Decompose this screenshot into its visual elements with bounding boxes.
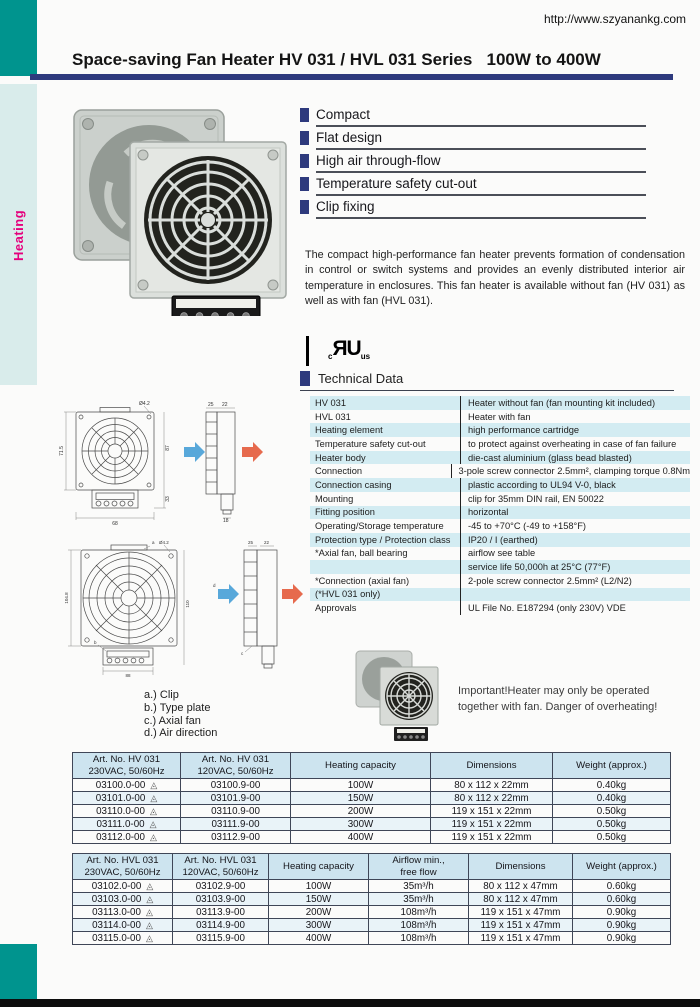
vde-triangle-icon: ◬ [145, 906, 153, 917]
column-header: Airflow min., free flow [369, 854, 469, 880]
technical-data-row [310, 478, 690, 492]
dim-label: 68 [112, 521, 118, 527]
bottom-left-accent-block [0, 944, 37, 1000]
dim-label: 22 [264, 540, 270, 545]
column-header: Heating capacity [291, 753, 431, 779]
vde-triangle-icon: ◬ [149, 818, 157, 829]
diagram-caption: d.) Air direction [144, 727, 218, 740]
tech-property-label: *Connection (axial fan) [315, 575, 410, 586]
hv031-table [72, 752, 671, 844]
feature-item [300, 199, 646, 219]
table-cell: 03113.9-00 [173, 906, 269, 919]
table-cell: 0.50kg [553, 831, 671, 844]
table-cell: 119 x 151 x 22mm [431, 805, 553, 818]
tech-property-value: IP20 / I (earthed) [460, 533, 690, 547]
tech-property-label: Connection [315, 466, 363, 477]
table-row [73, 792, 671, 805]
table-cell: 35m³/h [369, 880, 469, 893]
table-cell: 03111.9-00 [181, 818, 291, 831]
feature-item [300, 107, 646, 127]
feature-bullet-icon [300, 154, 309, 168]
tech-property-label: Temperature safety cut-out [315, 438, 426, 449]
table-cell: 80 x 112 x 22mm [431, 792, 553, 805]
table-cell: 100W [291, 779, 431, 792]
technical-data-row [310, 574, 690, 588]
table-cell: 200W [291, 805, 431, 818]
feature-label: Compact [316, 107, 646, 127]
vde-triangle-icon: ◬ [145, 932, 153, 943]
tech-property-value: clip for 35mm DIN rail, EN 50022 [460, 492, 690, 506]
dim-label: 33 [165, 496, 171, 502]
header-row [73, 854, 671, 880]
dim-label: 18 [223, 518, 229, 524]
table-cell: 0.60kg [573, 893, 671, 906]
table-cell: 119 x 151 x 22mm [431, 831, 553, 844]
dim-label: Ø4.2 [159, 540, 169, 545]
tech-property-value: service life 50,000h at 25°C (77°F) [460, 560, 690, 574]
feature-bullet-icon [300, 177, 309, 191]
table-cell: 119 x 151 x 22mm [431, 818, 553, 831]
product-photo [66, 104, 301, 316]
table-cell: 119 x 151 x 47mm [469, 919, 573, 932]
table-cell: 03101.9-00 [181, 792, 291, 805]
table-cell: 03100.9-00 [181, 779, 291, 792]
dim-label: 104.8 [64, 592, 69, 604]
marker-c: c [241, 651, 244, 656]
top-left-accent-block [0, 0, 37, 76]
tech-property-value: plastic according to UL94 V-0, black [460, 478, 690, 492]
divider-bar [306, 336, 309, 366]
tech-property-value: 2-pole screw connector 2.5mm² (L2/N2) [460, 574, 690, 588]
table-cell: 150W [291, 792, 431, 805]
table-cell: 400W [269, 932, 369, 945]
ul-mark-us: us [360, 352, 371, 361]
website-url[interactable]: http://www.szyanankg.com [543, 12, 686, 26]
technical-data-row [310, 547, 690, 561]
table-cell: 0.40kg [553, 792, 671, 805]
table-cell: 0.50kg [553, 805, 671, 818]
air-out-arrow-icon [282, 584, 303, 604]
sidebar-category-label: Heating [11, 209, 26, 261]
technical-data-row [310, 560, 690, 574]
feature-label: Clip fixing [316, 199, 646, 219]
tech-property-label: HV 031 [315, 397, 347, 408]
column-header: Art. No. HVL 031 120VAC, 50/60Hz [173, 854, 269, 880]
air-in-arrow-icon [184, 442, 205, 462]
table-cell: 108m³/h [369, 919, 469, 932]
vde-triangle-icon: ◬ [146, 880, 154, 891]
diagram-captions [144, 689, 217, 740]
table-cell: 03102.9-00 [173, 880, 269, 893]
dim-label: Ø4.2 [139, 401, 150, 407]
technical-data-row [310, 423, 690, 437]
marker-d: d [213, 583, 216, 588]
feature-bullet-icon [300, 200, 309, 214]
table-row [73, 893, 671, 906]
table-cell: 400W [291, 831, 431, 844]
diagram-caption: c.) Axial fan [144, 714, 201, 727]
header-row [73, 753, 671, 779]
tech-property-value: UL File No. E187294 (only 230V) VDE [460, 601, 690, 615]
technical-data-row [310, 464, 690, 478]
tech-property-label: Operating/Storage temperature [315, 521, 444, 532]
product-description: The compact high-performance fan heater prevents formation of condensation in control or switch systems and provides an evenly distributed interior air temperature in enclosures. This fan heater is available without fan (HV 031) as well as with fan (HVL 031). [305, 249, 685, 307]
dim-label: 87 [165, 445, 171, 451]
technical-data-row [310, 519, 690, 533]
page-title: Space-saving Fan Heater HV 031 / HVL 031 Series 100W to 400W [72, 50, 601, 69]
table-row [73, 779, 671, 792]
section-bullet-icon [300, 371, 310, 386]
ul-mark-letters: ЯU [332, 337, 361, 360]
technical-data-heading [300, 371, 674, 391]
vde-triangle-icon: ◬ [145, 919, 153, 930]
feature-bullet-icon [300, 131, 309, 145]
technical-data-row [310, 533, 690, 547]
marker-a: a [152, 540, 155, 545]
dim-label: 25 [208, 402, 214, 408]
table-cell: 03103.0-00 ◬ [73, 893, 173, 906]
table-cell: 80 x 112 x 47mm [469, 893, 573, 906]
tech-property-label: HVL 031 [315, 411, 351, 422]
table-cell: 03115.0-00 ◬ [73, 932, 173, 945]
table-row [73, 818, 671, 831]
table-cell: 0.90kg [573, 932, 671, 945]
table-row [73, 880, 671, 893]
diagram-caption: a.) Clip [144, 689, 179, 701]
column-header: Art. No. HVL 031 230VAC, 50/60Hz [73, 854, 173, 880]
tech-property-value: 3-pole screw connector 2.5mm², clamping torque 0.8Nm [451, 464, 691, 478]
ul-certification [306, 336, 370, 370]
ul-mark-c: c [328, 352, 333, 361]
table-cell: 03115.9-00 [173, 932, 269, 945]
dim-label: 88 [125, 673, 131, 678]
technical-data-row [310, 492, 690, 506]
tech-property-value: Heater without fan (fan mounting kit included) [460, 396, 690, 410]
column-header: Dimensions [431, 753, 553, 779]
table-row [73, 831, 671, 844]
table-cell: 0.90kg [573, 906, 671, 919]
table-row [73, 805, 671, 818]
title-underline [30, 74, 673, 80]
table-cell: 200W [269, 906, 369, 919]
air-in-arrow-icon [218, 584, 239, 604]
feature-item [300, 153, 646, 173]
table-cell: 03111.0-00 ◬ [73, 818, 181, 831]
feature-item [300, 130, 646, 150]
table-cell: 03110.9-00 [181, 805, 291, 818]
table-cell: 0.40kg [553, 779, 671, 792]
hvl031-table [72, 853, 671, 945]
column-header: Dimensions [469, 854, 573, 880]
table-cell: 108m³/h [369, 906, 469, 919]
tech-property-value: to protect against overheating in case of fan failure [460, 437, 690, 451]
tech-property-label: *Axial fan, ball bearing [315, 548, 408, 559]
table-cell: 80 x 112 x 47mm [469, 880, 573, 893]
tech-property-value [460, 588, 690, 602]
table-row [73, 932, 671, 945]
table-cell: 108m³/h [369, 932, 469, 945]
technical-data-row [310, 451, 690, 465]
table-cell: 03103.9-00 [173, 893, 269, 906]
dim-label: 71.5 [59, 446, 65, 456]
table-cell: 03100.0-00 ◬ [73, 779, 181, 792]
dimension-drawings [56, 398, 306, 683]
tech-property-label: Mounting [315, 493, 354, 504]
table-cell: 300W [291, 818, 431, 831]
ul-recognized-component-icon [328, 336, 370, 370]
warning-note: Important!Heater may only be operated together with fan. Danger of overheating! [458, 685, 658, 713]
feature-item [300, 176, 646, 196]
marker-b: b [94, 640, 97, 645]
diagram-caption: b.) Type plate [144, 701, 211, 714]
table-cell: 119 x 151 x 47mm [469, 932, 573, 945]
feature-bullet-icon [300, 108, 309, 122]
tech-property-value: -45 to +70°C (-49 to +158°F) [460, 519, 690, 533]
table-cell: 03110.0-00 ◬ [73, 805, 181, 818]
table-cell: 300W [269, 919, 369, 932]
tech-property-value: horizontal [460, 506, 690, 520]
table-cell: 150W [269, 893, 369, 906]
technical-data-table [310, 396, 690, 615]
technical-data-row [310, 437, 690, 451]
table-cell: 03114.0-00 ◬ [73, 919, 173, 932]
column-header: Weight (approx.) [573, 854, 671, 880]
table-cell: 0.90kg [573, 919, 671, 932]
tech-property-label: Fitting position [315, 507, 375, 518]
dim-label: 22 [222, 402, 228, 408]
tech-property-label: Heater body [315, 452, 366, 463]
tech-property-label: (*HVL 031 only) [315, 589, 381, 600]
feature-label: High air through-flow [316, 153, 646, 173]
vde-triangle-icon: ◬ [149, 831, 157, 842]
table-row [73, 906, 671, 919]
tech-property-value: die-cast aluminium (glass bead blasted) [460, 451, 690, 465]
column-header: Art. No. HV 031 230VAC, 50/60Hz [73, 753, 181, 779]
air-out-arrow-icon [242, 442, 263, 462]
technical-data-row [310, 410, 690, 424]
table-cell: 03102.0-00 ◬ [73, 880, 173, 893]
column-header: Weight (approx.) [553, 753, 671, 779]
vde-triangle-icon: ◬ [149, 805, 157, 816]
table-cell: 03112.0-00 ◬ [73, 831, 181, 844]
vde-triangle-icon: ◬ [146, 893, 154, 904]
table-cell: 0.60kg [573, 880, 671, 893]
column-header: Heating capacity [269, 854, 369, 880]
feature-label: Flat design [316, 130, 646, 150]
tech-property-value: Heater with fan [460, 410, 690, 424]
tech-property-label: Approvals [315, 603, 357, 614]
vde-triangle-icon: ◬ [150, 779, 158, 790]
column-header: Art. No. HV 031 120VAC, 50/60Hz [181, 753, 291, 779]
feature-list [300, 107, 646, 222]
dim-label: 110 [185, 600, 190, 608]
technical-data-row [310, 396, 690, 410]
technical-data-row [310, 506, 690, 520]
tech-property-label: Heating element [315, 425, 383, 436]
technical-data-row [310, 601, 690, 615]
table-cell: 80 x 112 x 22mm [431, 779, 553, 792]
table-cell: 0.50kg [553, 818, 671, 831]
technical-data-row [310, 588, 690, 602]
table-cell: 100W [269, 880, 369, 893]
section-title: Technical Data [318, 371, 404, 386]
feature-label: Temperature safety cut-out [316, 176, 646, 196]
footer-bar [0, 999, 700, 1007]
table-cell: 35m³/h [369, 893, 469, 906]
tech-property-label: Connection casing [315, 479, 392, 490]
table-cell: 03113.0-00 ◬ [73, 906, 173, 919]
fan-heater-photo-small [350, 645, 450, 745]
vde-triangle-icon: ◬ [150, 792, 158, 803]
table-cell: 03112.9-00 [181, 831, 291, 844]
table-cell: 03114.9-00 [173, 919, 269, 932]
table-cell: 03101.0-00 ◬ [73, 792, 181, 805]
tech-property-value: airflow see table [460, 547, 690, 561]
table-cell: 119 x 151 x 47mm [469, 906, 573, 919]
tech-property-label: Protection type / Protection class [315, 534, 451, 545]
dim-label: 25 [248, 540, 254, 545]
tech-property-value: high performance cartridge [460, 423, 690, 437]
table-row [73, 919, 671, 932]
